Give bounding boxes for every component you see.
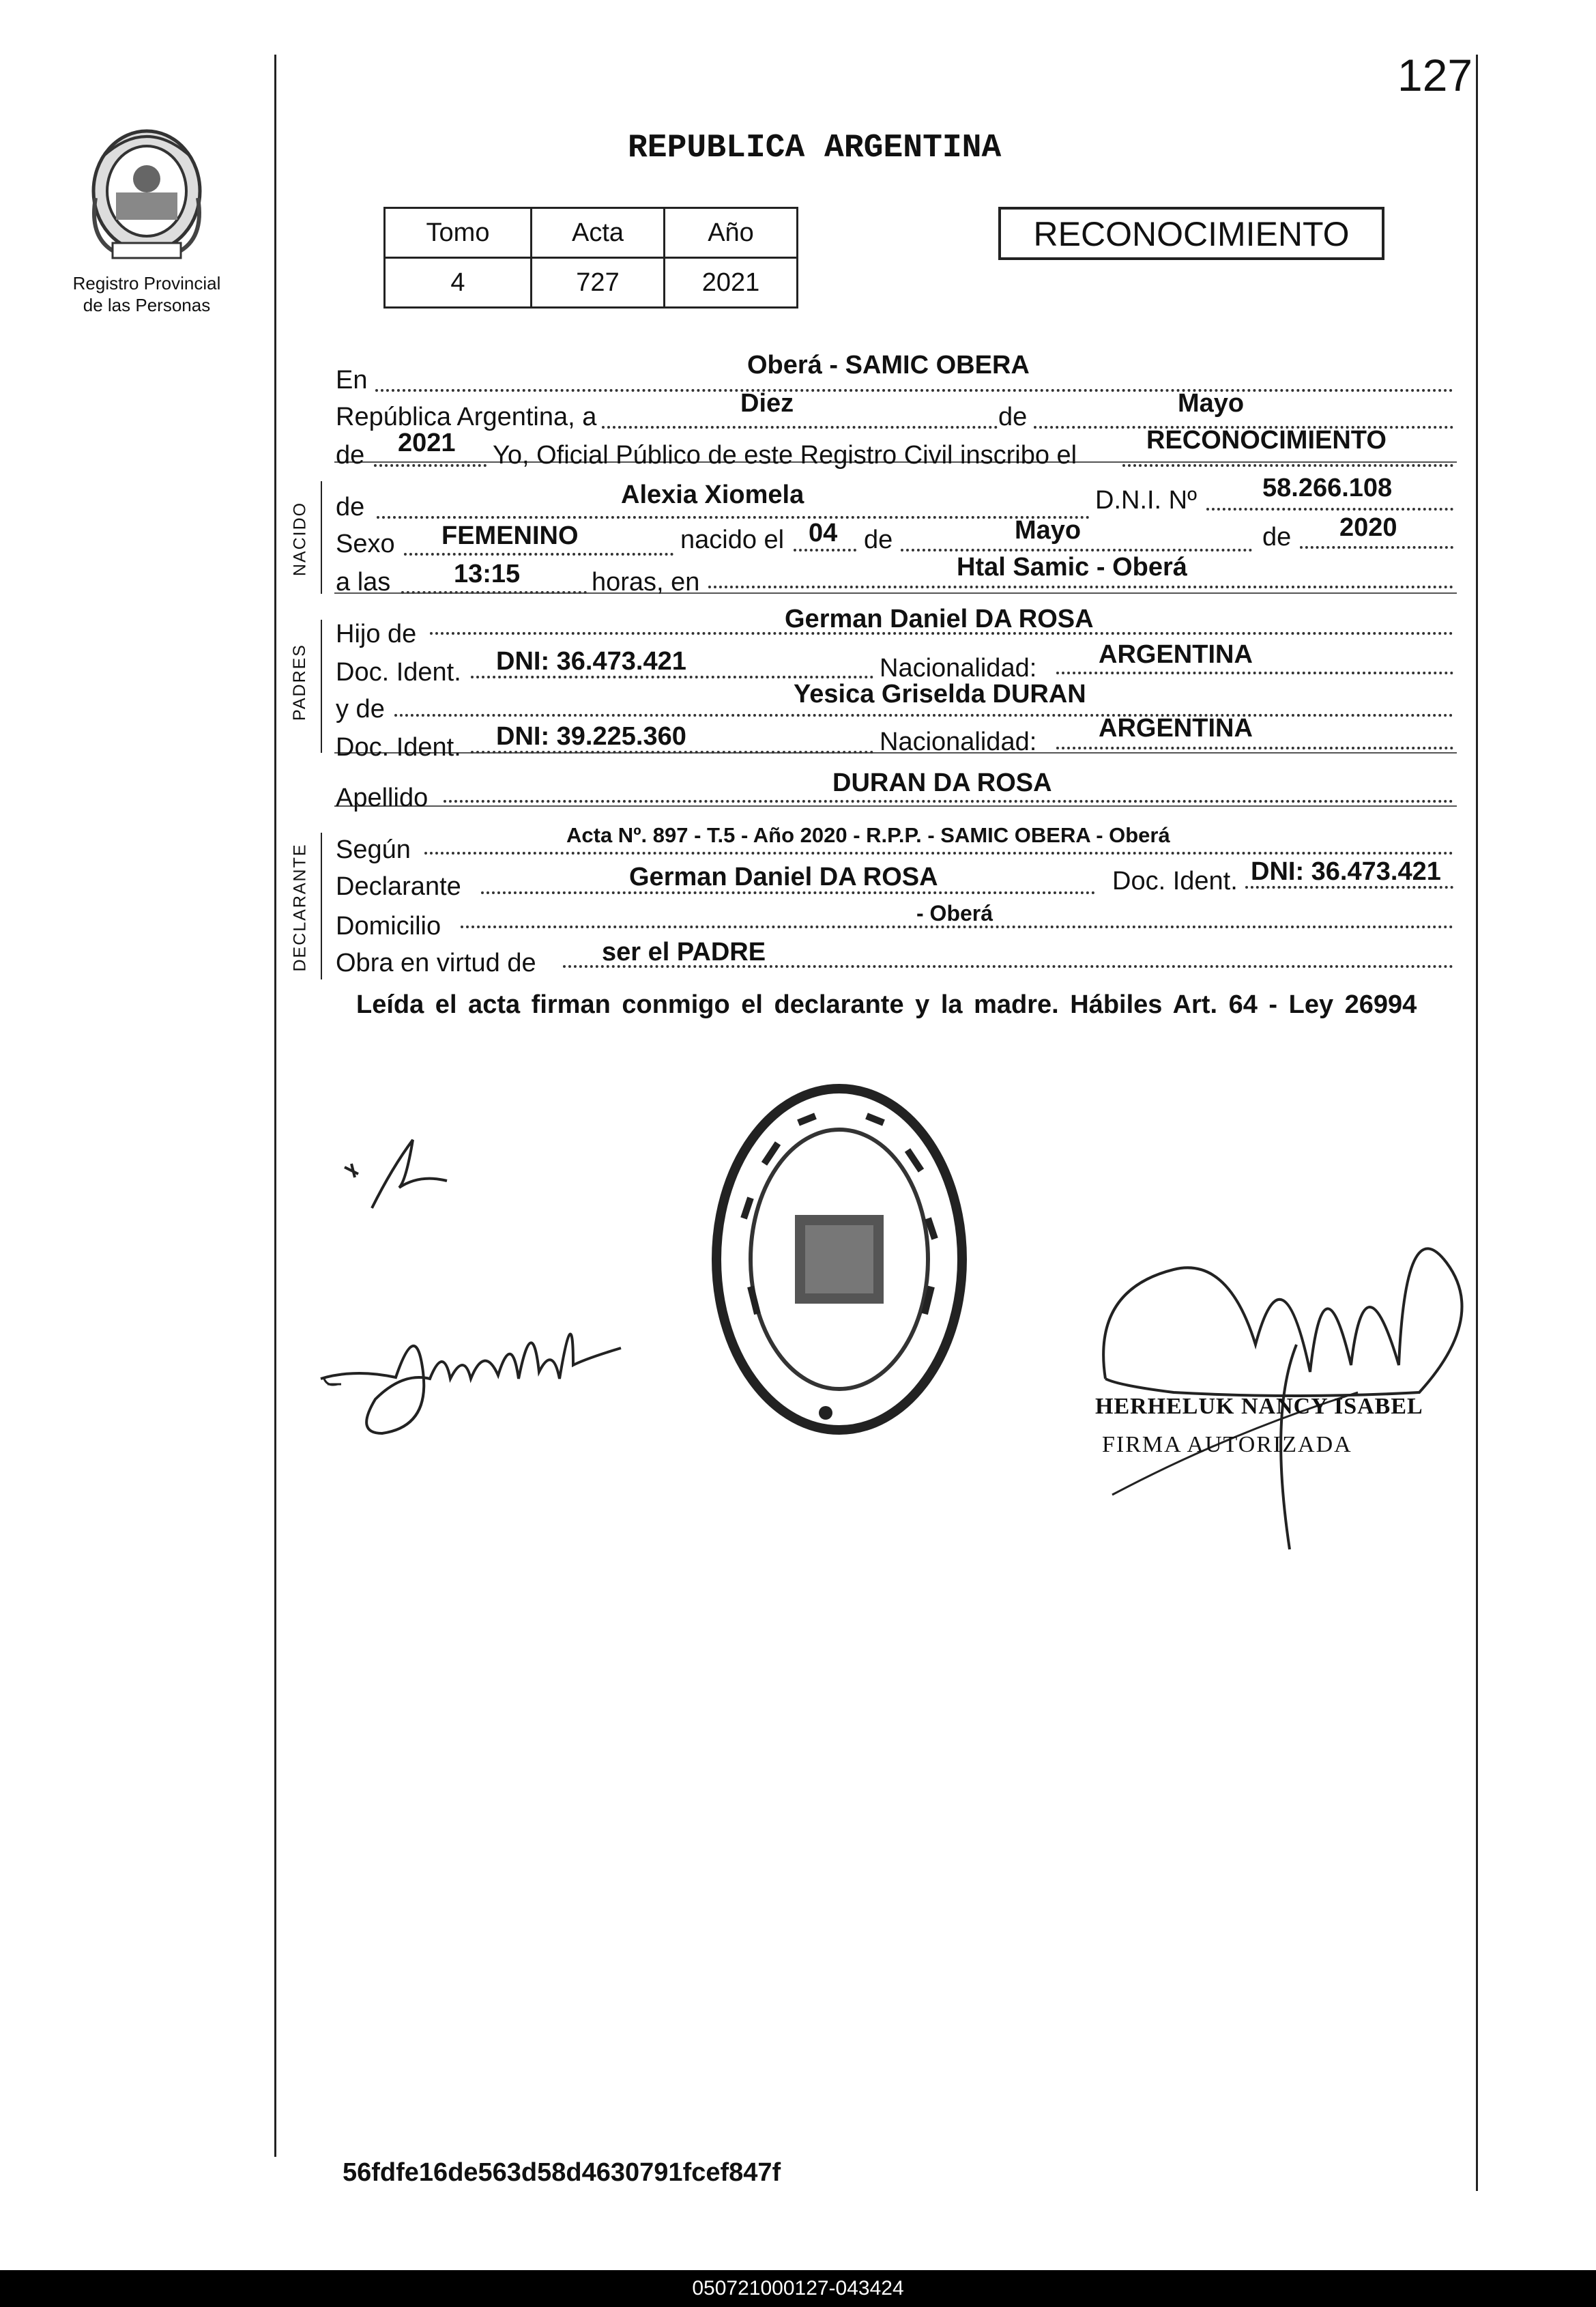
label-y-de: y de [336,695,385,723]
dots-apellido [444,800,1453,803]
dots-madre-nac [1056,747,1453,749]
right-margin-line [1476,55,1478,2191]
side-label-padres: PADRES [290,644,309,721]
label-a-las: a las [336,568,391,597]
dots-sexo [404,553,673,556]
value-birth-month: Mayo [1015,516,1082,545]
label-declarante: Declarante [336,872,461,901]
page-number: 127 [1397,50,1473,100]
record-table [383,207,798,309]
value-madre: Yesica Griselda DURAN [794,680,1086,708]
document-hash: 56fdfe16de563d58d4630791fcef847f [343,2158,781,2187]
value-madre-nac: ARGENTINA [1099,714,1253,743]
mother-signature-icon [314,1297,628,1440]
dots-madre [394,714,1453,717]
dots-year [374,464,487,467]
label-obra: Obra en virtud de [336,949,536,977]
value-tomo: 4 [385,258,532,308]
value-segun: Acta Nº. 897 - T.5 - Año 2020 - R.P.P. - SAMIC OBERA - Oberá [566,823,1170,847]
value-padre: German Daniel DA ROSA [785,605,1094,633]
label-doc-padre: Doc. Ident. [336,658,461,687]
side-bar-declarante [321,833,322,979]
value-padre-nac: ARGENTINA [1099,640,1253,669]
value-declarante-dni: DNI: 36.473.421 [1251,857,1441,886]
value-declarante: German Daniel DA ROSA [629,863,938,891]
header-tomo: Tomo [385,208,532,258]
value-en: Oberá - SAMIC OBERA [747,351,1030,379]
label-nac-padre: Nacionalidad: [880,654,1037,683]
label-doc-declarante: Doc. Ident. [1112,867,1238,895]
label-apellido: Apellido [336,784,429,812]
label-sexo: Sexo [336,530,395,558]
dots-segun [424,852,1453,855]
dots-birth-year [1300,546,1453,549]
label-en: En [336,366,368,395]
side-label-declarante: DECLARANTE [290,843,310,972]
registry-name-line1: Registro Provincial [72,273,221,293]
authorized-signature-caption: FIRMA AUTORIZADA [1102,1432,1352,1457]
label-de-month: de [998,403,1028,431]
side-label-nacido: NACIDO [290,501,310,577]
dots-padre-nac [1056,672,1453,674]
label-horas-en: horas, en [592,568,700,597]
dots-dni [1206,508,1453,511]
label-inscribo: Yo, Oficial Público de este Registro Civil inscribo el [493,441,1077,470]
value-name: Alexia Xiomela [621,481,804,509]
value-anio: 2021 [665,258,798,308]
label-de-birth-year: de [1262,523,1292,551]
dots-lugar [708,586,1453,588]
label-hijo-de: Hijo de [336,620,417,648]
label-nacido-de: de [336,493,365,521]
value-birth-day: 04 [809,519,838,547]
dots-en [375,389,1453,392]
document-title: REPUBLICA ARGENTINA [628,130,1002,167]
footer-code: 050721000127-043424 [692,2277,904,2299]
value-lugar: Htal Samic - Oberá [957,553,1187,582]
label-nac-madre: Nacionalidad: [880,728,1037,756]
label-republica: República Argentina, a [336,403,597,431]
header-anio: Año [665,208,798,258]
value-month: Mayo [1178,389,1245,418]
value-year: 2021 [398,429,456,457]
side-bar-padres [321,620,322,753]
dots-inscribo [1122,464,1453,467]
value-birth-year: 2020 [1339,513,1397,542]
footer-bar [0,2270,1596,2307]
value-domicilio: - Oberá [916,901,993,926]
value-apellido: DURAN DA ROSA [832,769,1052,797]
value-day: Diez [740,389,794,418]
value-padre-dni: DNI: 36.473.421 [496,647,686,676]
dots-declarante-dni [1245,886,1453,889]
rule-after-apellido [334,805,1457,807]
registry-name-line2: de las Personas [83,295,211,315]
left-margin-line [274,55,276,2157]
value-obra: ser el PADRE [602,938,766,966]
value-hora: 13:15 [454,560,521,588]
label-domicilio: Domicilio [336,912,441,941]
dots-hora [401,591,587,594]
province-logo-icon [75,116,218,273]
label-nacido-el: nacido el [680,526,785,554]
dots-day [602,426,998,429]
declarant-signature-icon [338,1126,461,1215]
header-acta: Acta [532,208,665,258]
value-inscribo: RECONOCIMIENTO [1146,426,1387,455]
value-madre-dni: DNI: 39.225.360 [496,722,686,751]
act-type-box: RECONOCIMIENTO [998,207,1384,260]
label-segun: Según [336,835,411,864]
value-acta: 727 [532,258,665,308]
label-dni: D.N.I. Nº [1095,486,1197,515]
dots-birth-month [901,549,1252,551]
official-seal-icon [696,1068,983,1450]
dots-name [377,516,1090,519]
label-de-birth-month: de [864,526,893,554]
label-doc-madre: Doc. Ident. [336,733,461,762]
authorized-signer-name: HERHELUK NANCY ISABEL [1095,1394,1423,1419]
side-bar-nacido [321,481,322,594]
label-de-year: de [336,441,365,470]
value-sexo: FEMENINO [441,521,579,550]
dots-birth-day [794,549,856,551]
value-dni: 58.266.108 [1262,474,1393,502]
authorized-signature-icon [1092,1208,1488,1570]
closing-text: Leída el acta firman conmigo el declarante y la madre. Hábiles Art. 64 - Ley 26994 [356,990,1417,1019]
